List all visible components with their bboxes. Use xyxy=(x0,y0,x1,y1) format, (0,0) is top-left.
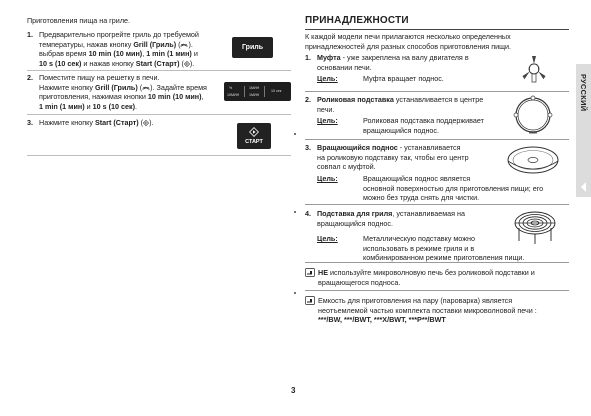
item-3-purpose xyxy=(363,174,573,203)
item-line: Подставка для гриля, устанавливаемая на xyxy=(317,209,466,218)
grill-button: Гриль xyxy=(232,37,273,58)
note-line: неотъемлемой частью комплекта поставки микроволновой печи : xyxy=(318,305,537,315)
title-rule xyxy=(305,29,569,30)
roller-ring-icon xyxy=(508,95,558,137)
purpose-line: основной поверхностью для приготовления пищи; его xyxy=(363,183,544,193)
intro-line: К каждой модели печи прилагаются несколько определенных xyxy=(305,32,511,41)
start-button-label: СТАРТ xyxy=(245,139,263,145)
step-1-line: 10 s (10 сек) и нажав кнопку Start (Старт) ( ). xyxy=(39,58,195,68)
divider xyxy=(305,262,569,263)
item-line: Роликовая подставка устанавливается в центре xyxy=(317,95,484,104)
item-1-description xyxy=(317,53,497,72)
section-title: ПРИНАДЛЕЖНОСТИ xyxy=(305,15,409,26)
item-line: на роликовую подставку так, чтобы его центр xyxy=(317,152,469,162)
panel-key-label: 10МИН xyxy=(227,93,240,97)
step-number: 2. xyxy=(27,73,33,82)
grill-icon xyxy=(142,85,150,91)
purpose-line: можно без труда снять для чистки. xyxy=(363,193,480,203)
purpose-label: Цель: xyxy=(317,174,338,183)
purpose-label: Цель: xyxy=(317,116,338,125)
item-3-description xyxy=(317,143,507,172)
turntable-tray-icon xyxy=(505,144,561,178)
panel-key-label: 1МИН xyxy=(249,86,260,90)
panel-key-label: % xyxy=(229,86,233,90)
purpose-line: Вращающийся поднос является xyxy=(363,174,471,183)
panel-key-label: 1МИН xyxy=(249,93,260,97)
item-number: 3. xyxy=(305,143,311,152)
item-line: печи. xyxy=(317,104,335,114)
item-2-description xyxy=(317,95,507,114)
note-warning xyxy=(318,268,573,287)
purpose-label: Цель: xyxy=(317,234,338,243)
purpose-line: Роликовая подставка поддерживает xyxy=(363,116,484,125)
panel-key-label: 10 сек xyxy=(271,89,282,93)
divider xyxy=(305,290,569,291)
accessories-intro xyxy=(305,32,511,51)
step-number: 1. xyxy=(27,30,33,39)
step-1-line: температуры, нажав кнопку Grill (Гриль) ( ). xyxy=(39,39,193,49)
item-number: 1. xyxy=(305,53,311,62)
language-tab xyxy=(576,64,591,197)
panel-separator xyxy=(264,86,265,97)
note-line: НЕ используйте микроволновую печь без роликовой подставки и xyxy=(318,268,535,277)
item-1-purpose: Муфта вращает поднос. xyxy=(363,74,444,83)
note-line: Емкость для приготовления на пару (пароварка) является xyxy=(318,296,513,305)
start-icon xyxy=(249,127,259,137)
divider xyxy=(305,91,569,92)
divider xyxy=(27,114,291,115)
note-line: вращающегося подноса. xyxy=(318,277,401,287)
item-line: основании печи. xyxy=(317,62,372,72)
item-line: вращающийся поднос. xyxy=(317,218,394,228)
start-button xyxy=(237,123,271,149)
item-line: Муфта - уже закреплена на валу двигателя в xyxy=(317,53,469,62)
divider xyxy=(305,204,569,205)
language-tab-label: РУССКИЙ xyxy=(579,74,588,112)
divider xyxy=(27,70,291,71)
intro-text: Приготовления пища на гриле. xyxy=(27,16,131,25)
note-models: ***/BW, ***/BWT, ***X/BWT, ***P**/BWT xyxy=(318,315,446,325)
tab-notch xyxy=(581,182,586,192)
purpose-label: Цель: xyxy=(317,74,338,83)
step-3-text: Нажмите кнопку Start (Старт) ( ). xyxy=(39,118,154,127)
step-2-line: Нажмите кнопку Grill (Гриль) ( ). Задайте время xyxy=(39,82,207,92)
note-hand-icon xyxy=(305,296,315,305)
purpose-line: Металлическую подставку можно xyxy=(363,234,475,243)
time-keys-panel xyxy=(224,82,291,101)
note-hand-icon xyxy=(305,268,315,277)
item-number: 4. xyxy=(305,209,311,218)
step-1-line: Предварительно прогрейте гриль до требуемой xyxy=(39,30,199,39)
step-2-line: 1 min (1 мин) и 10 s (10 сек). xyxy=(39,101,138,111)
step-number: 3. xyxy=(27,118,33,127)
page-number: 3 xyxy=(291,386,296,395)
binding-mark xyxy=(294,133,296,135)
item-4-description xyxy=(317,209,507,228)
step-2-text xyxy=(39,73,229,111)
item-line: Вращающийся поднос - устанавливается xyxy=(317,143,461,152)
purpose-line: использовать в режиме гриля и в xyxy=(363,243,475,253)
item-2-purpose xyxy=(363,116,513,135)
binding-mark xyxy=(294,211,296,213)
item-number: 2. xyxy=(305,95,311,104)
grill-rack-icon xyxy=(512,208,558,246)
coupler-icon xyxy=(517,52,551,86)
step-2-line: Поместите пищу на решетку в печи. xyxy=(39,73,160,82)
divider xyxy=(305,139,569,140)
purpose-line: комбинированном режиме приготовления пищи. xyxy=(363,253,525,263)
panel-separator xyxy=(244,86,245,97)
step-1-line: выбрав время 10 min (10 мин), 1 min (1 мин) и xyxy=(39,49,198,59)
item-line: совпал с муфтой. xyxy=(317,162,376,172)
step-1-text xyxy=(39,30,229,68)
note-steamer xyxy=(318,296,573,325)
binding-mark xyxy=(294,292,296,294)
divider xyxy=(27,155,291,156)
intro-line: принадлежностей для разных способов приготовления пищи. xyxy=(305,41,512,51)
purpose-line: вращающийся поднос. xyxy=(363,125,440,135)
step-2-line: приготовления, нажимая кнопки 10 min (10 мин), xyxy=(39,92,204,102)
